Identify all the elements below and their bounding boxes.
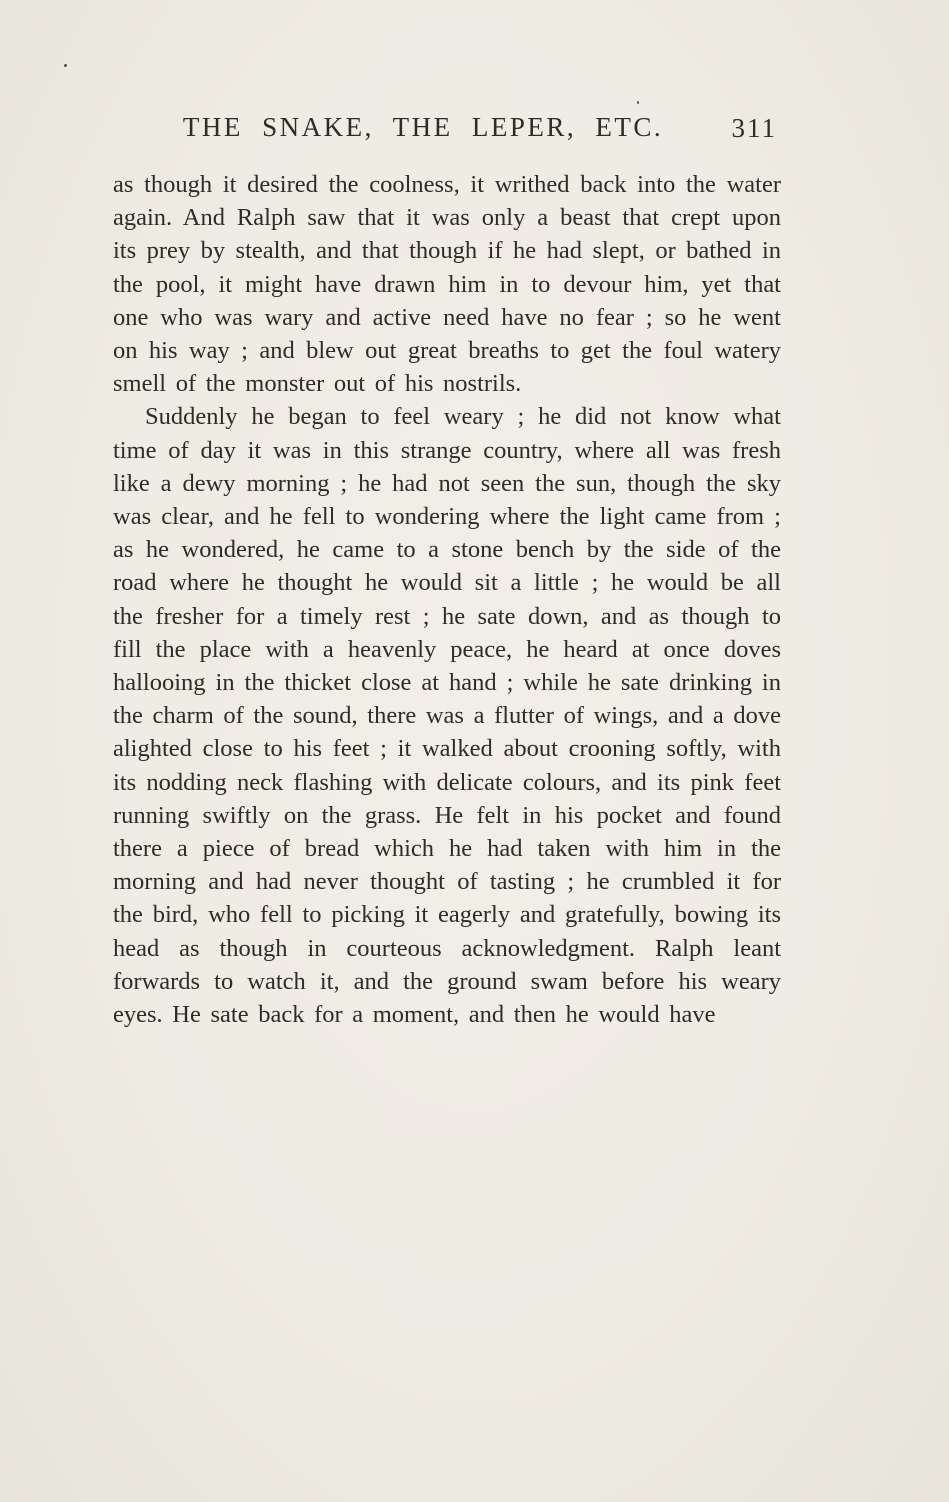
scan-artifact-dot (64, 64, 67, 67)
running-head (113, 112, 781, 154)
scan-artifact-dot (637, 101, 639, 104)
text-block (113, 112, 781, 1031)
paragraph: Suddenly he began to feel weary ; he did not know what time of day it was in this strange country, where all was fresh like a dewy morning ; he had not seen the sun, though the sky was clear, and he fell to wondering where the light came from ; as he wondered, he came to a stone bench by the side of the road where he thought he would sit a little ; he would be all the fresher for a timely rest ; he sate down, and as though to fill the place with a heavenly peace, he heard at once doves hallooing in the thicket close at hand ; while he sate drinking in the charm of the sound, there was a flutter of wings, and a dove alighted close to his feet ; it walked about crooning softly, with its nodding neck flashing with delicate colours, and its pink feet running swiftly on the grass. He felt in his pocket and found there a piece of bread which he had taken with him in the morning and had never thought of tasting ; he crumbled it for the bird, who fell to picking it eagerly and gratefully, bowing its head as though in courteous acknowledgment. Ralph leant forwards to watch it, and the ground swam before his weary eyes. He sate back for a moment, and then he would have (113, 403, 782, 1029)
page-title: THE SNAKE, THE LEPER, ETC. (182, 112, 664, 142)
body-text (113, 168, 781, 1031)
paragraph: as though it desired the coolness, it writhed back into the water again. And Ralph saw that it was only a beast that crept upon its prey by stealth, and that though if he had slept, or bathed in the pool, it might have drawn him in to devour him, yet that one who was wary and active need have no fear ; so he went on his way ; and blew out great breaths to get the foul watery smell of the monster out of his nostrils. (113, 171, 781, 398)
page-number: 311 (731, 113, 777, 143)
